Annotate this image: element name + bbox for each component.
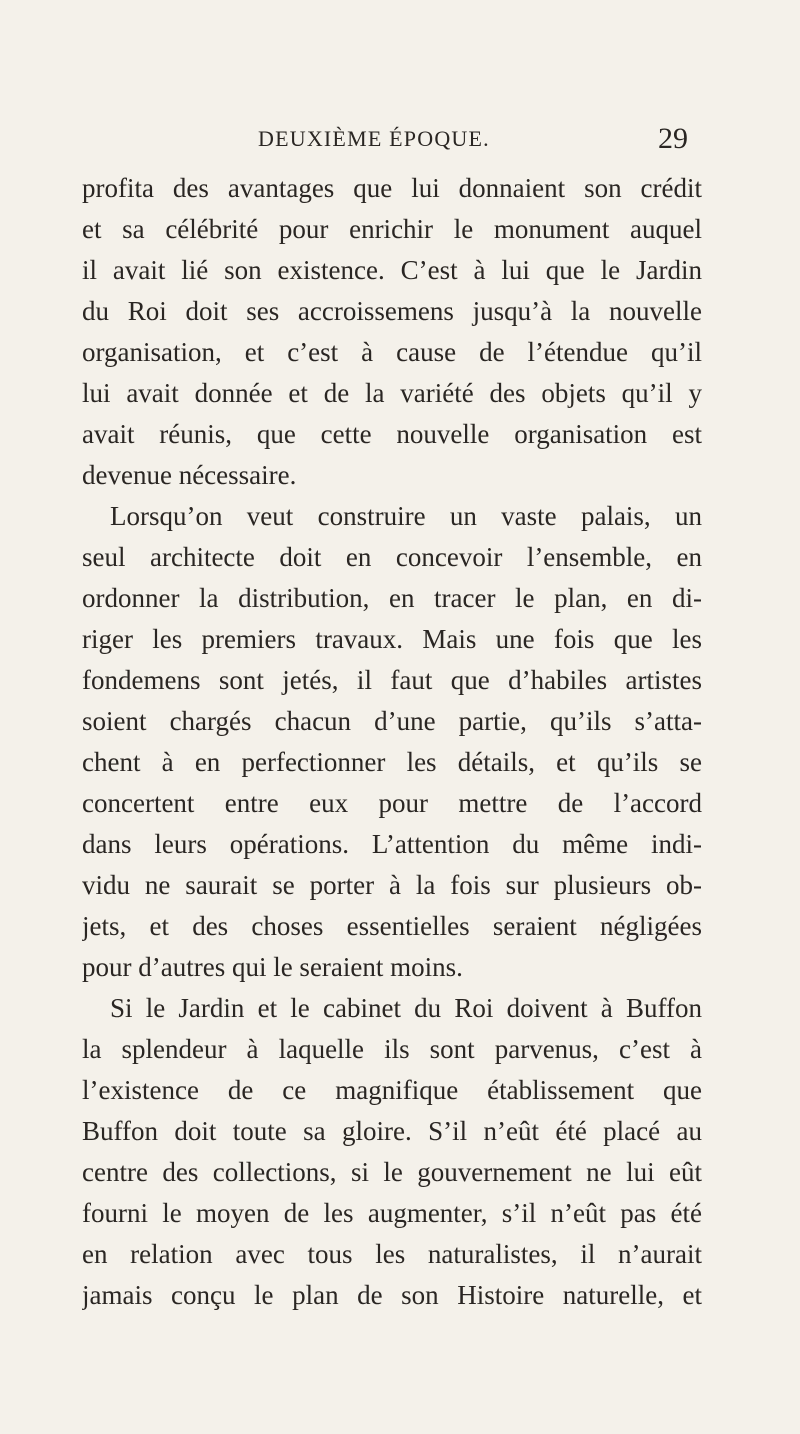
- text-line: concertent entre eux pour mettre de l’accord: [82, 788, 702, 818]
- text-line: fourni le moyen de les augmenter, s’il n’eût pas été: [82, 1198, 702, 1228]
- text-line: du Roi doit ses accroissemens jusqu’à la nouvelle: [82, 296, 702, 326]
- text-line: fondemens sont jetés, il faut que d’habiles artistes: [82, 665, 702, 695]
- text-line: organisation, et c’est à cause de l’étendue qu’il: [82, 337, 702, 367]
- text-line: avait réunis, que cette nouvelle organisation est: [82, 419, 702, 449]
- text-line: riger les premiers travaux. Mais une fois que les: [82, 624, 702, 654]
- body-text: [82, 168, 702, 1316]
- text-line: vidu ne saurait se porter à la fois sur plusieurs ob-: [82, 870, 702, 900]
- text-line: l’existence de ce magnifique établissement que: [82, 1075, 702, 1105]
- page-number: 29: [658, 122, 688, 155]
- running-head: [258, 122, 688, 162]
- text-line: la splendeur à laquelle ils sont parvenus, c’est à: [82, 1034, 702, 1064]
- text-line: chent à en perfectionner les détails, et qu’ils se: [82, 747, 702, 777]
- text-line: profita des avantages que lui donnaient son crédit: [82, 173, 702, 203]
- text-line: centre des collections, si le gouvernement ne lui eût: [82, 1157, 702, 1187]
- text-line: il avait lié son existence. C’est à lui que le Jardin: [82, 255, 702, 285]
- text-line: Lorsqu’on veut construire un vaste palais, un: [110, 501, 702, 531]
- text-line: Si le Jardin et le cabinet du Roi doivent à Buffon: [110, 993, 702, 1023]
- text-line: soient chargés chacun d’une partie, qu’ils s’atta-: [82, 706, 702, 736]
- text-line: pour d’autres qui le seraient moins.: [82, 952, 463, 982]
- text-line: et sa célébrité pour enrichir le monument auquel: [82, 214, 702, 244]
- text-line: devenue nécessaire.: [82, 460, 297, 490]
- text-line: jamais conçu le plan de son Histoire naturelle, et: [82, 1280, 702, 1310]
- text-line: lui avait donnée et de la variété des objets qu’il y: [82, 378, 702, 408]
- text-line: jets, et des choses essentielles seraient négligées: [82, 911, 702, 941]
- text-line: en relation avec tous les naturalistes, il n’aurait: [82, 1239, 702, 1269]
- text-line: Buffon doit toute sa gloire. S’il n’eût été placé au: [82, 1116, 702, 1146]
- chapter-heading: DEUXIÈME ÉPOQUE.: [258, 126, 490, 151]
- text-line: dans leurs opérations. L’attention du même indi-: [82, 829, 702, 859]
- text-line: seul architecte doit en concevoir l’ensemble, en: [82, 542, 702, 572]
- text-line: ordonner la distribution, en tracer le plan, en di-: [82, 583, 702, 613]
